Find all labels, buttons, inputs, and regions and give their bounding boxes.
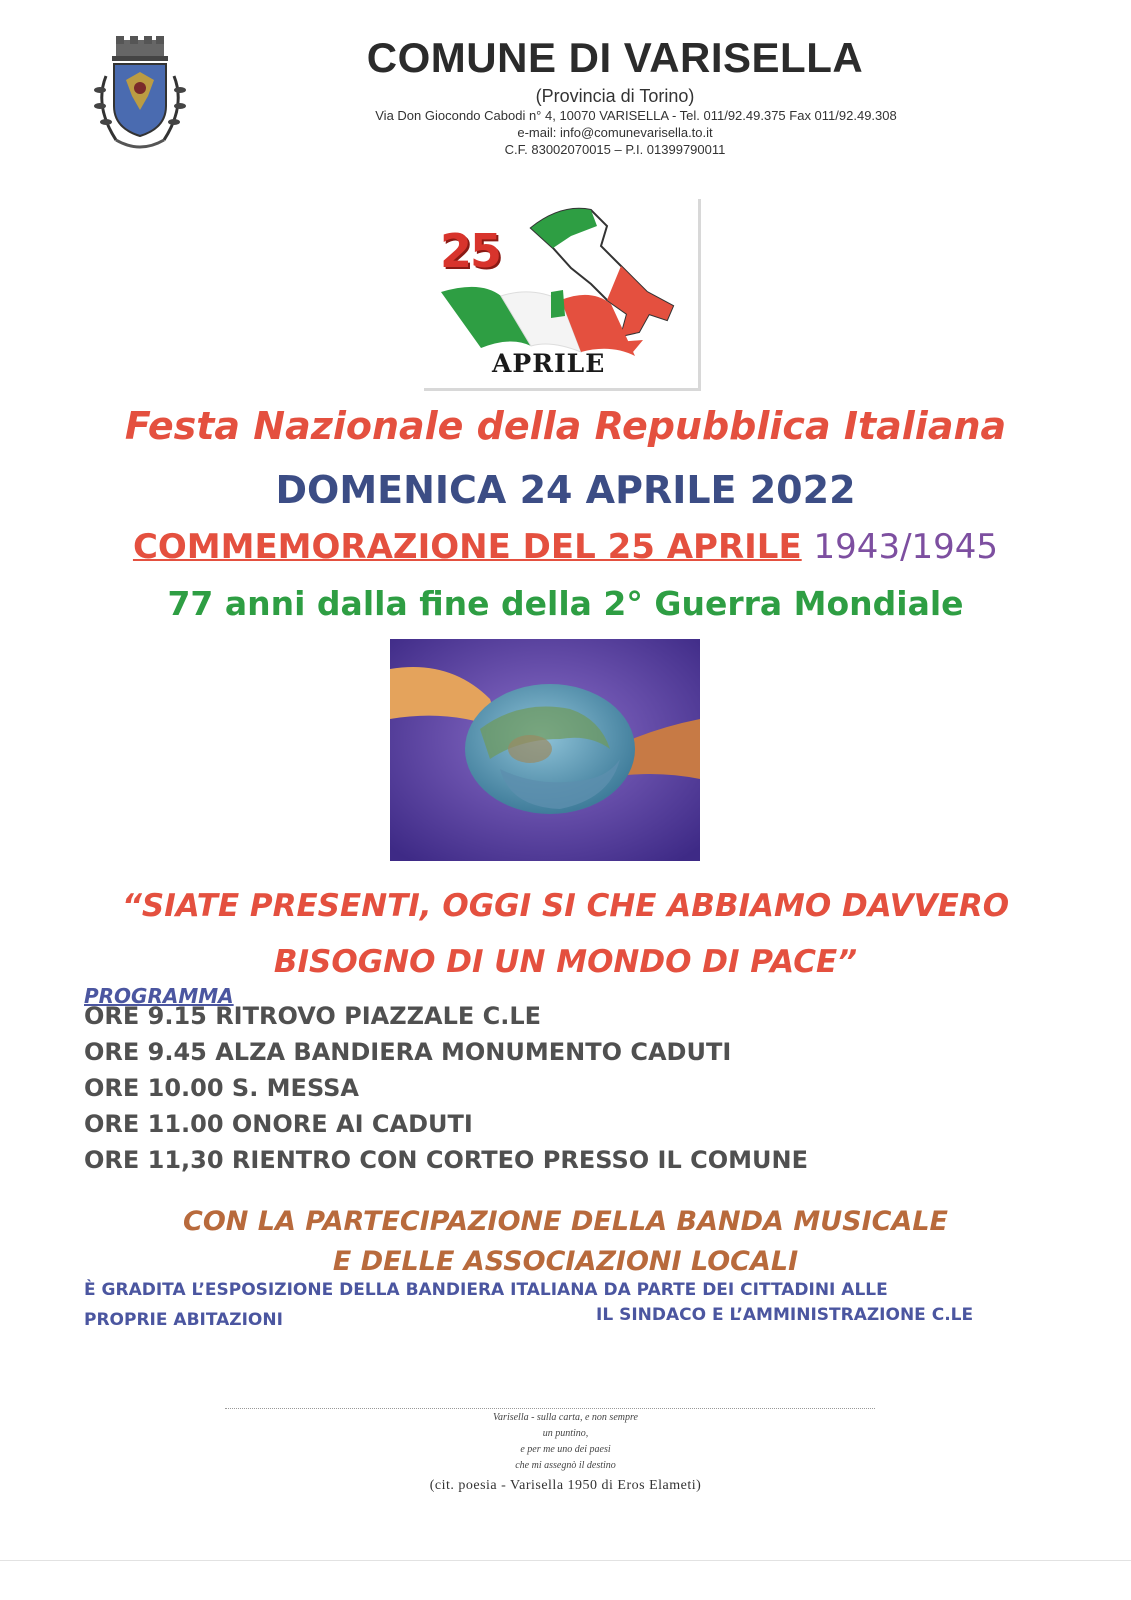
poem-line: che mi assegnò il destino <box>515 1460 616 1471</box>
poem-line: Varisella - sulla carta, e non sempre <box>493 1412 638 1423</box>
anniversary-heading: 77 anni dalla fine della 2° Guerra Mondiale <box>167 584 964 623</box>
programma-title: PROGRAMMA <box>84 984 234 1008</box>
signature-mayor: IL SINDACO E L’AMMINISTRAZIONE C.LE <box>596 1305 974 1325</box>
commemoration-heading <box>0 527 1131 567</box>
address-line: Via Don Giocondo Cabodi n° 4, 10070 VARISELLA - Tel. 011/92.49.375 Fax 011/92.49.308 <box>375 108 897 123</box>
poem-line: un puntino, <box>542 1428 589 1439</box>
municipal-crest <box>86 36 194 160</box>
logo-word: APRILE <box>492 349 606 378</box>
programma-item: ORE 11,30 RIENTRO CON CORTEO PRESSO IL COMUNE <box>84 1146 808 1174</box>
commemoration-text: COMMEMORAZIONE DEL 25 APRILE <box>132 527 802 567</box>
programma-item: ORE 10.00 S. MESSA <box>84 1074 360 1102</box>
commemoration-years: 1943/1945 <box>813 527 999 567</box>
bottom-rule <box>0 1560 1131 1561</box>
province: (Provincia di Torino) <box>535 86 695 106</box>
quote-line-2: BISOGNO DI UN MONDO DI PACE” <box>273 944 858 980</box>
programma-item: ORE 11.00 ONORE AI CADUTI <box>84 1110 473 1138</box>
email-line: e-mail: info@comunevarisella.to.it <box>517 125 713 140</box>
hands-globe-image <box>390 639 700 861</box>
peace-quote <box>0 878 1131 990</box>
divider <box>225 1408 875 1409</box>
programma-item: ORE 9.45 ALZA BANDIERA MONUMENTO CADUTI <box>84 1038 732 1066</box>
logo-number: 25 <box>440 224 501 278</box>
participation-line-2: E DELLE ASSOCIAZIONI LOCALI <box>332 1246 799 1277</box>
flag-invitation-cont: PROPRIE ABITAZIONI <box>84 1310 283 1330</box>
municipality-title: COMUNE DI VARISELLA <box>366 34 864 81</box>
flag-invitation: È GRADITA L’ESPOSIZIONE DELLA BANDIERA ITALIANA DA PARTE DEI CITTADINI ALLE <box>84 1280 888 1300</box>
tax-codes-line: C.F. 83002070015 – P.I. 01399790011 <box>504 142 726 157</box>
participation-line-1: CON LA PARTECIPAZIONE DELLA BANDA MUSICALE <box>183 1206 948 1237</box>
festa-heading: Festa Nazionale della Repubblica Italiana <box>124 404 1007 448</box>
participation-note <box>0 1202 1131 1282</box>
poem-line: e per me uno dei paesi <box>520 1444 611 1455</box>
poem-citation: (cit. poesia - Varisella 1950 di Eros Elameti) <box>429 1478 702 1493</box>
date-heading: DOMENICA 24 APRILE 2022 <box>275 468 856 512</box>
quote-line-1: “SIATE PRESENTI, OGGI SI CHE ABBIAMO DAVVERO <box>121 888 1010 924</box>
programma-item: ORE 9.15 RITROVO PIAZZALE C.LE <box>84 1002 542 1030</box>
